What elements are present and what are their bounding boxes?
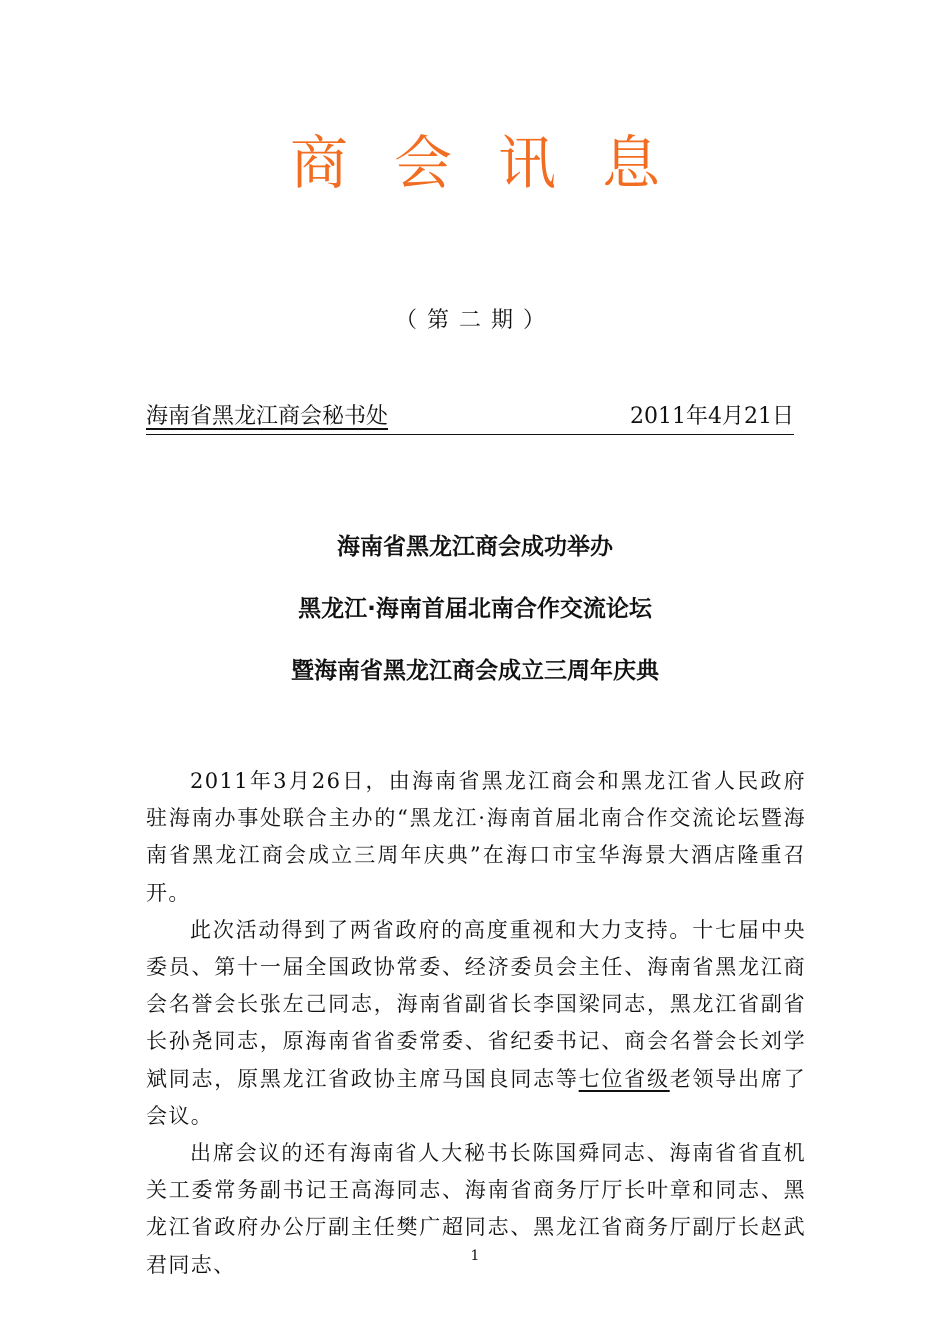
issue-date: 2011年4月21日 — [630, 404, 794, 429]
page-number: 1 — [470, 1248, 480, 1264]
organization-name: 海南省黑龙江商会秘书处 — [146, 404, 389, 429]
masthead-title: 商会讯息 — [289, 129, 706, 197]
paragraph-2-text-end: 老领导出席了会议。 — [146, 1066, 806, 1128]
article-body — [146, 763, 806, 1284]
issue-label: （第二期） — [394, 308, 555, 333]
article-paragraph-3: 出席会议的还有海南省人大秘书长陈国舜同志、海南省省直机关工委常务副书记王高海同志、海南省商务厅厅长叶章和同志、黑龙江省政府办公厅副主任樊广超同志、黑龙江省商务厅副厅长赵武君同志、 — [146, 1141, 806, 1277]
underlined-phrase: 七位省级 — [578, 1066, 670, 1091]
paragraph-2-text-start: 此次活动得到了两省政府的高度重视和大力支持。十七届中央委员、第十一届全国政协常委、经济委员会主任、海南省黑龙江商会名誉会长张左己同志，海南省副省长李国梁同志，黑龙江省副省长孙尧同志，原海南省省委常委、省纪委书记、商会名誉会长刘学斌同志，原黑龙江省政协主席马国良同志等 — [146, 917, 806, 1091]
meta-line — [146, 400, 794, 435]
headline-line-1: 海南省黑龙江商会成功举办 — [337, 534, 613, 560]
article-paragraph-2 — [146, 912, 806, 1135]
headline-line-3: 暨海南省黑龙江商会成立三周年庆典 — [291, 658, 659, 684]
article-paragraph-1: 2011年3月26日，由海南省黑龙江商会和黑龙江省人民政府驻海南办事处联合主办的“黑龙江·海南首届北南合作交流论坛暨海南省黑龙江商会成立三周年庆典”在海口市宝华海景大酒店隆重召开。 — [146, 769, 806, 905]
headline-line-2: 黑龙江·海南首届北南合作交流论坛 — [298, 596, 652, 622]
